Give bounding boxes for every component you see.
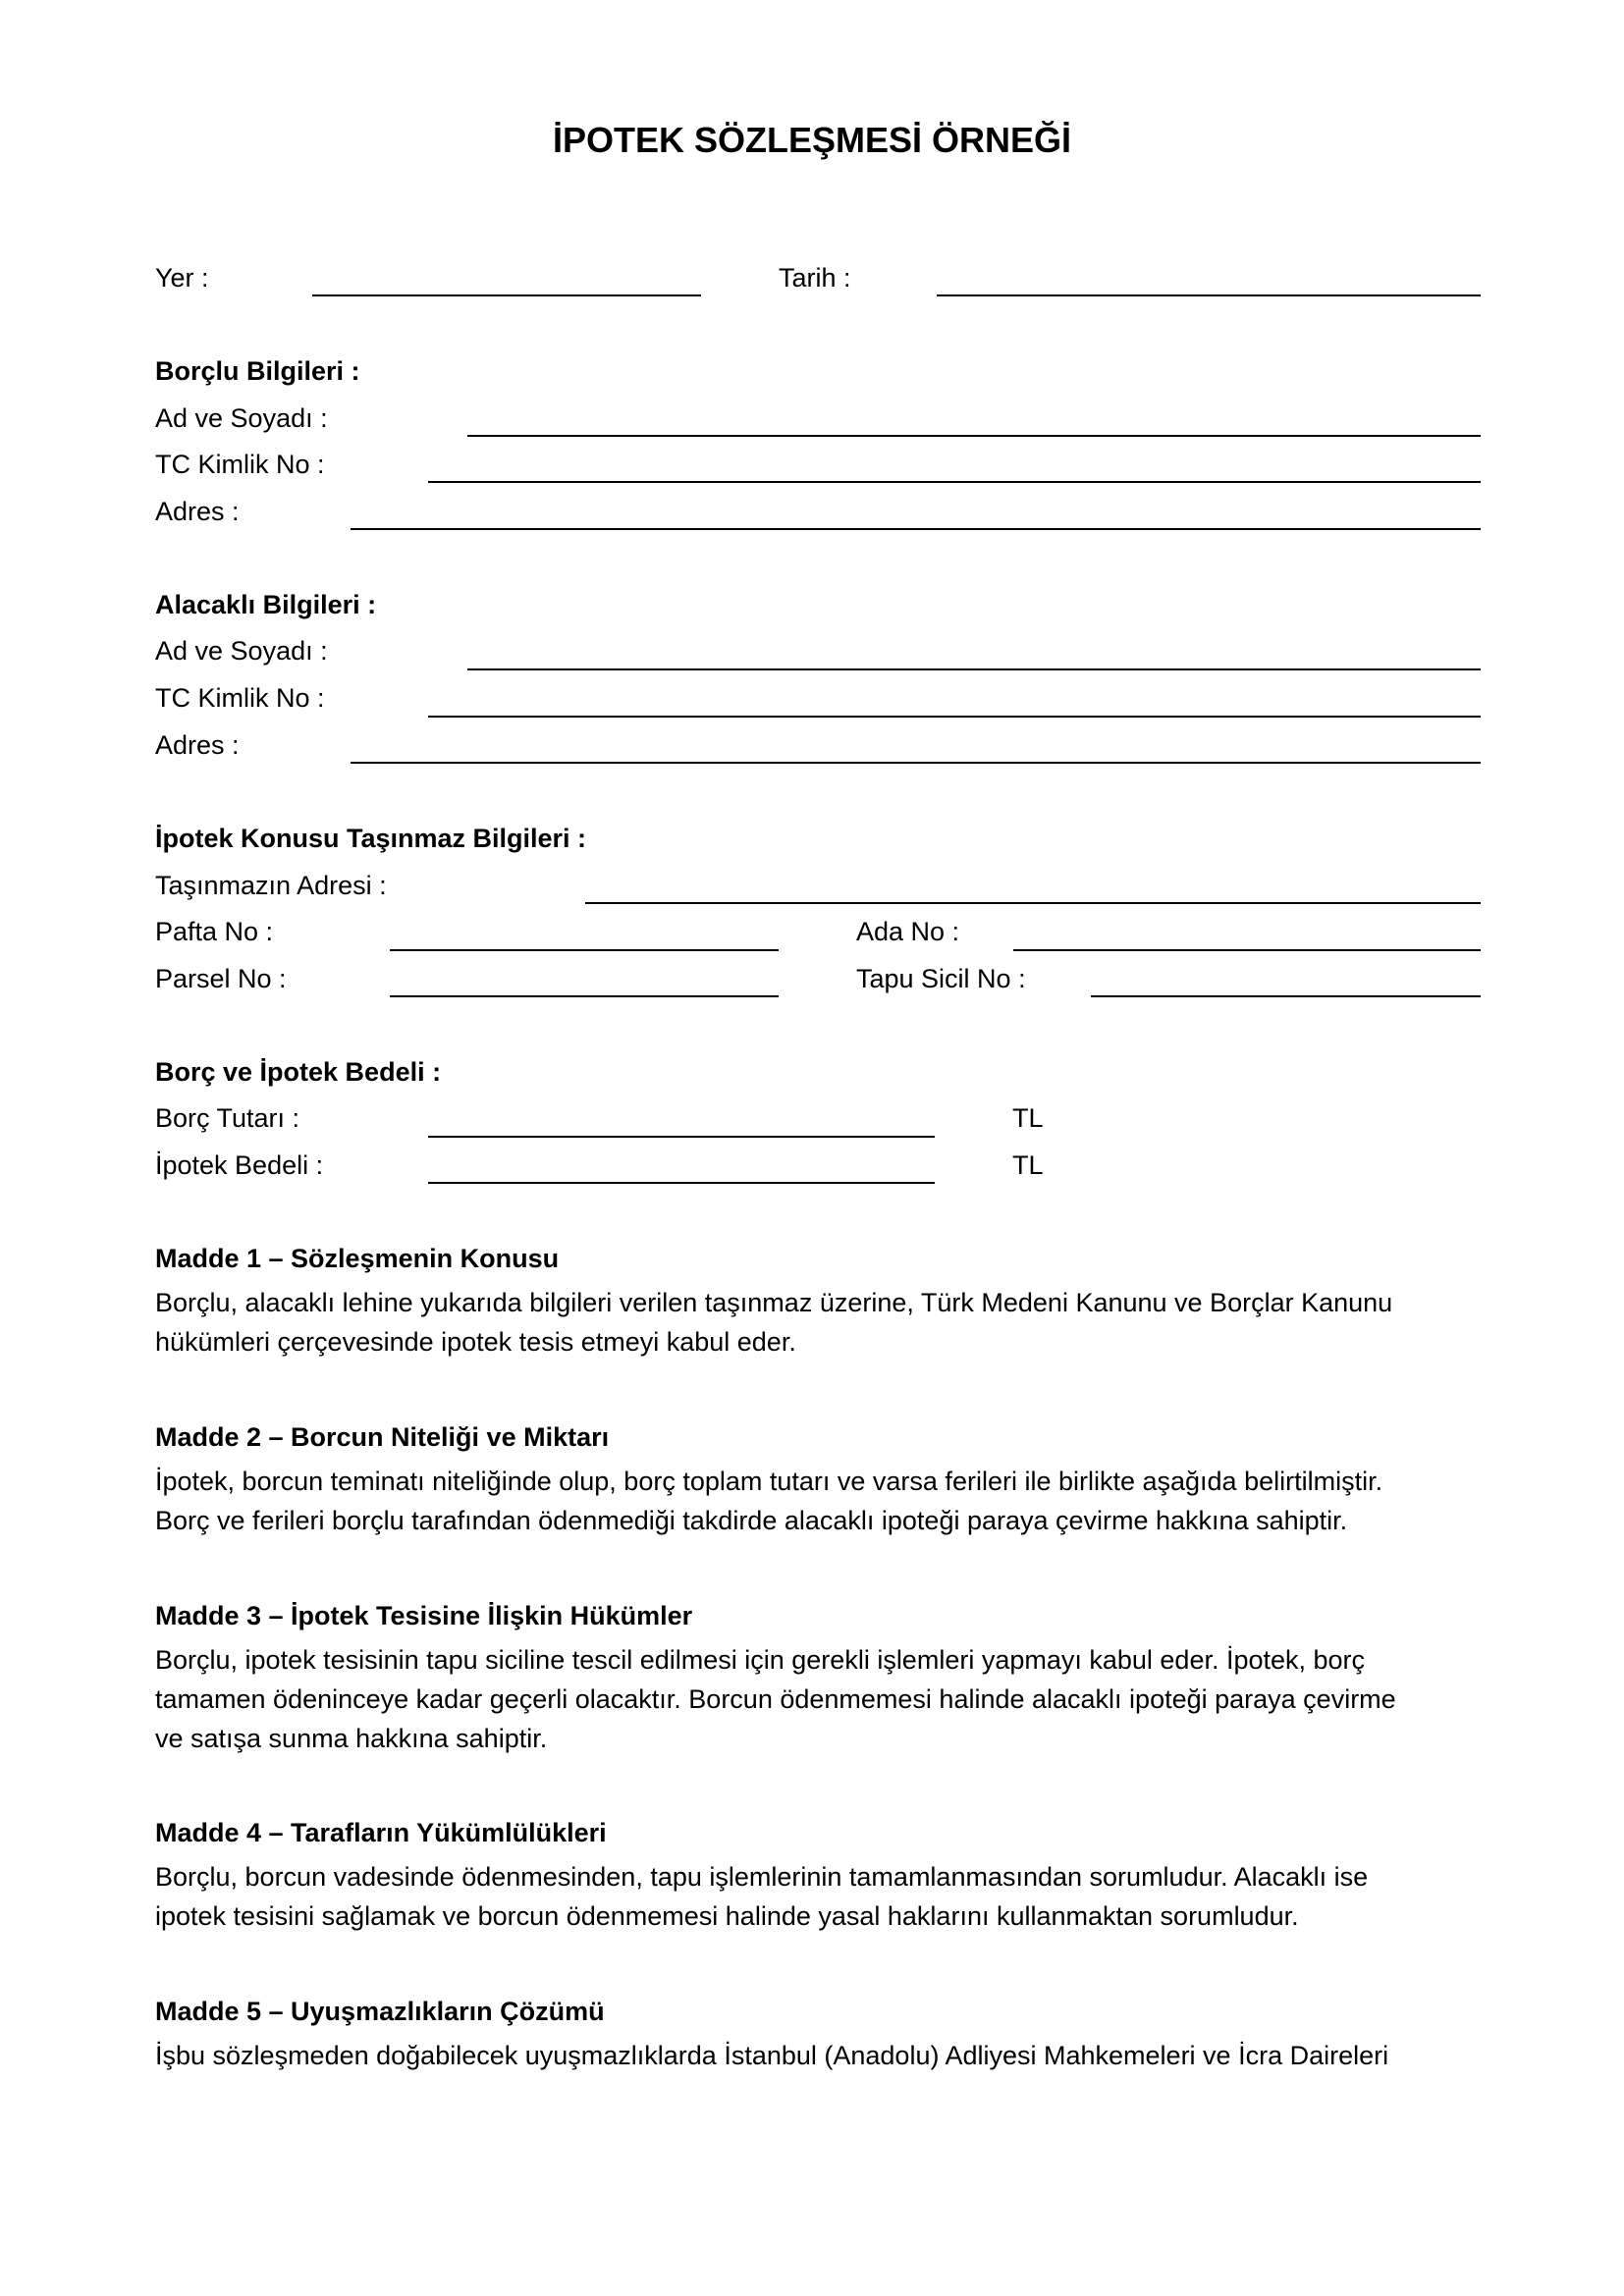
bedel-heading: Borç ve İpotek Bedeli : — [155, 1057, 442, 1087]
ada-field[interactable] — [1013, 949, 1481, 951]
tasinmaz-adres-label: Taşınmazın Adresi : — [155, 871, 387, 900]
alacakli-ad-label: Ad ve Soyadı : — [155, 636, 328, 666]
paragraph-line: Borç ve ferileri borçlu tarafından ödenmediği takdirde alacaklı ipoteği paraya çevirme hakkına sahiptir. — [155, 1506, 1348, 1535]
borclu-adres-field[interactable] — [351, 528, 1481, 530]
borclu-adres-label: Adres : — [155, 497, 240, 526]
madde-3-body — [155, 1640, 1490, 1758]
borclu-heading: Borçlu Bilgileri : — [155, 356, 360, 386]
tarih-field[interactable] — [937, 294, 1481, 296]
madde-1-heading: Madde 1 – Sözleşmenin Konusu — [155, 1244, 560, 1273]
yer-field[interactable] — [312, 294, 701, 296]
alacakli-tc-field[interactable] — [428, 716, 1481, 718]
alacakli-adres-label: Adres : — [155, 730, 240, 760]
paragraph-line: İpotek, borcun teminatı niteliğinde olup, borç toplam tutarı ve varsa ferileri ile birlikte aşağıda belirtilmiştir. — [155, 1467, 1383, 1496]
borclu-tc-label: TC Kimlik No : — [155, 450, 325, 479]
paragraph-line: ve satışa sunma hakkına sahiptir. — [155, 1724, 548, 1753]
paragraph-line: tamamen ödeninceye kadar geçerli olacaktır. Borcun ödenmemesi halinde alacaklı ipoteği paraya çevirme — [155, 1684, 1396, 1714]
borc-tutari-label: Borç Tutarı : — [155, 1103, 300, 1133]
madde-5-heading: Madde 5 – Uyuşmazlıkların Çözümü — [155, 1997, 605, 2026]
borc-tutari-currency: TL — [1012, 1103, 1044, 1133]
ipotek-bedeli-currency: TL — [1012, 1150, 1044, 1180]
parsel-label: Parsel No : — [155, 964, 287, 993]
madde-2-body — [155, 1462, 1490, 1540]
madde-3-heading: Madde 3 – İpotek Tesisine İlişkin Hükümler — [155, 1601, 693, 1630]
tapu-sicil-field[interactable] — [1091, 995, 1481, 997]
borc-tutari-field[interactable] — [428, 1136, 935, 1138]
alacakli-adres-field[interactable] — [351, 762, 1481, 764]
ipotek-bedeli-field[interactable] — [428, 1182, 935, 1184]
madde-1-body — [155, 1283, 1490, 1362]
madde-5-body — [155, 2036, 1490, 2075]
paragraph-line: Borçlu, ipotek tesisinin tapu siciline tescil edilmesi için gerekli işlemleri yapmayı kabul eder. İpotek, borç — [155, 1645, 1366, 1675]
madde-4-heading: Madde 4 – Tarafların Yükümlülükleri — [155, 1818, 607, 1847]
paragraph-line: Borçlu, borcun vadesinde ödenmesinden, tapu işlemlerinin tamamlanmasından sorumludur. Alacaklı ise — [155, 1862, 1369, 1892]
madde-4-body — [155, 1857, 1490, 1936]
pafta-field[interactable] — [390, 949, 779, 951]
yer-label: Yer : — [155, 263, 209, 293]
paragraph-line: ipotek tesisini sağlamak ve borcun ödenmemesi halinde yasal haklarını kullanmaktan sorumludur. — [155, 1901, 1299, 1931]
paragraph-line: Borçlu, alacaklı lehine yukarıda bilgileri verilen taşınmaz üzerine, Türk Medeni Kanunu ve Borçlar Kanunu — [155, 1288, 1393, 1317]
ipotek-bedeli-label: İpotek Bedeli : — [155, 1150, 324, 1180]
document-title: İPOTEK SÖZLEŞMESİ ÖRNEĞİ — [552, 120, 1072, 160]
borclu-ad-label: Ad ve Soyadı : — [155, 403, 328, 433]
tapu-sicil-label: Tapu Sicil No : — [856, 964, 1026, 993]
paragraph-line: İşbu sözleşmeden doğabilecek uyuşmazlıklarda İstanbul (Anadolu) Adliyesi Mahkemeleri ve İcra Daireleri — [155, 2041, 1389, 2070]
tarih-label: Tarih : — [779, 263, 851, 293]
borclu-ad-field[interactable] — [467, 435, 1481, 437]
tasinmaz-heading: İpotek Konusu Taşınmaz Bilgileri : — [155, 824, 587, 853]
alacakli-ad-field[interactable] — [467, 668, 1481, 670]
paragraph-line: hükümleri çerçevesinde ipotek tesis etmeyi kabul eder. — [155, 1327, 796, 1357]
pafta-label: Pafta No : — [155, 917, 274, 946]
alacakli-tc-label: TC Kimlik No : — [155, 683, 325, 713]
parsel-field[interactable] — [390, 995, 779, 997]
alacakli-heading: Alacaklı Bilgileri : — [155, 590, 377, 619]
ada-label: Ada No : — [856, 917, 960, 946]
madde-2-heading: Madde 2 – Borcun Niteliği ve Miktarı — [155, 1422, 610, 1452]
borclu-tc-field[interactable] — [428, 481, 1481, 483]
tasinmaz-adres-field[interactable] — [585, 902, 1481, 904]
